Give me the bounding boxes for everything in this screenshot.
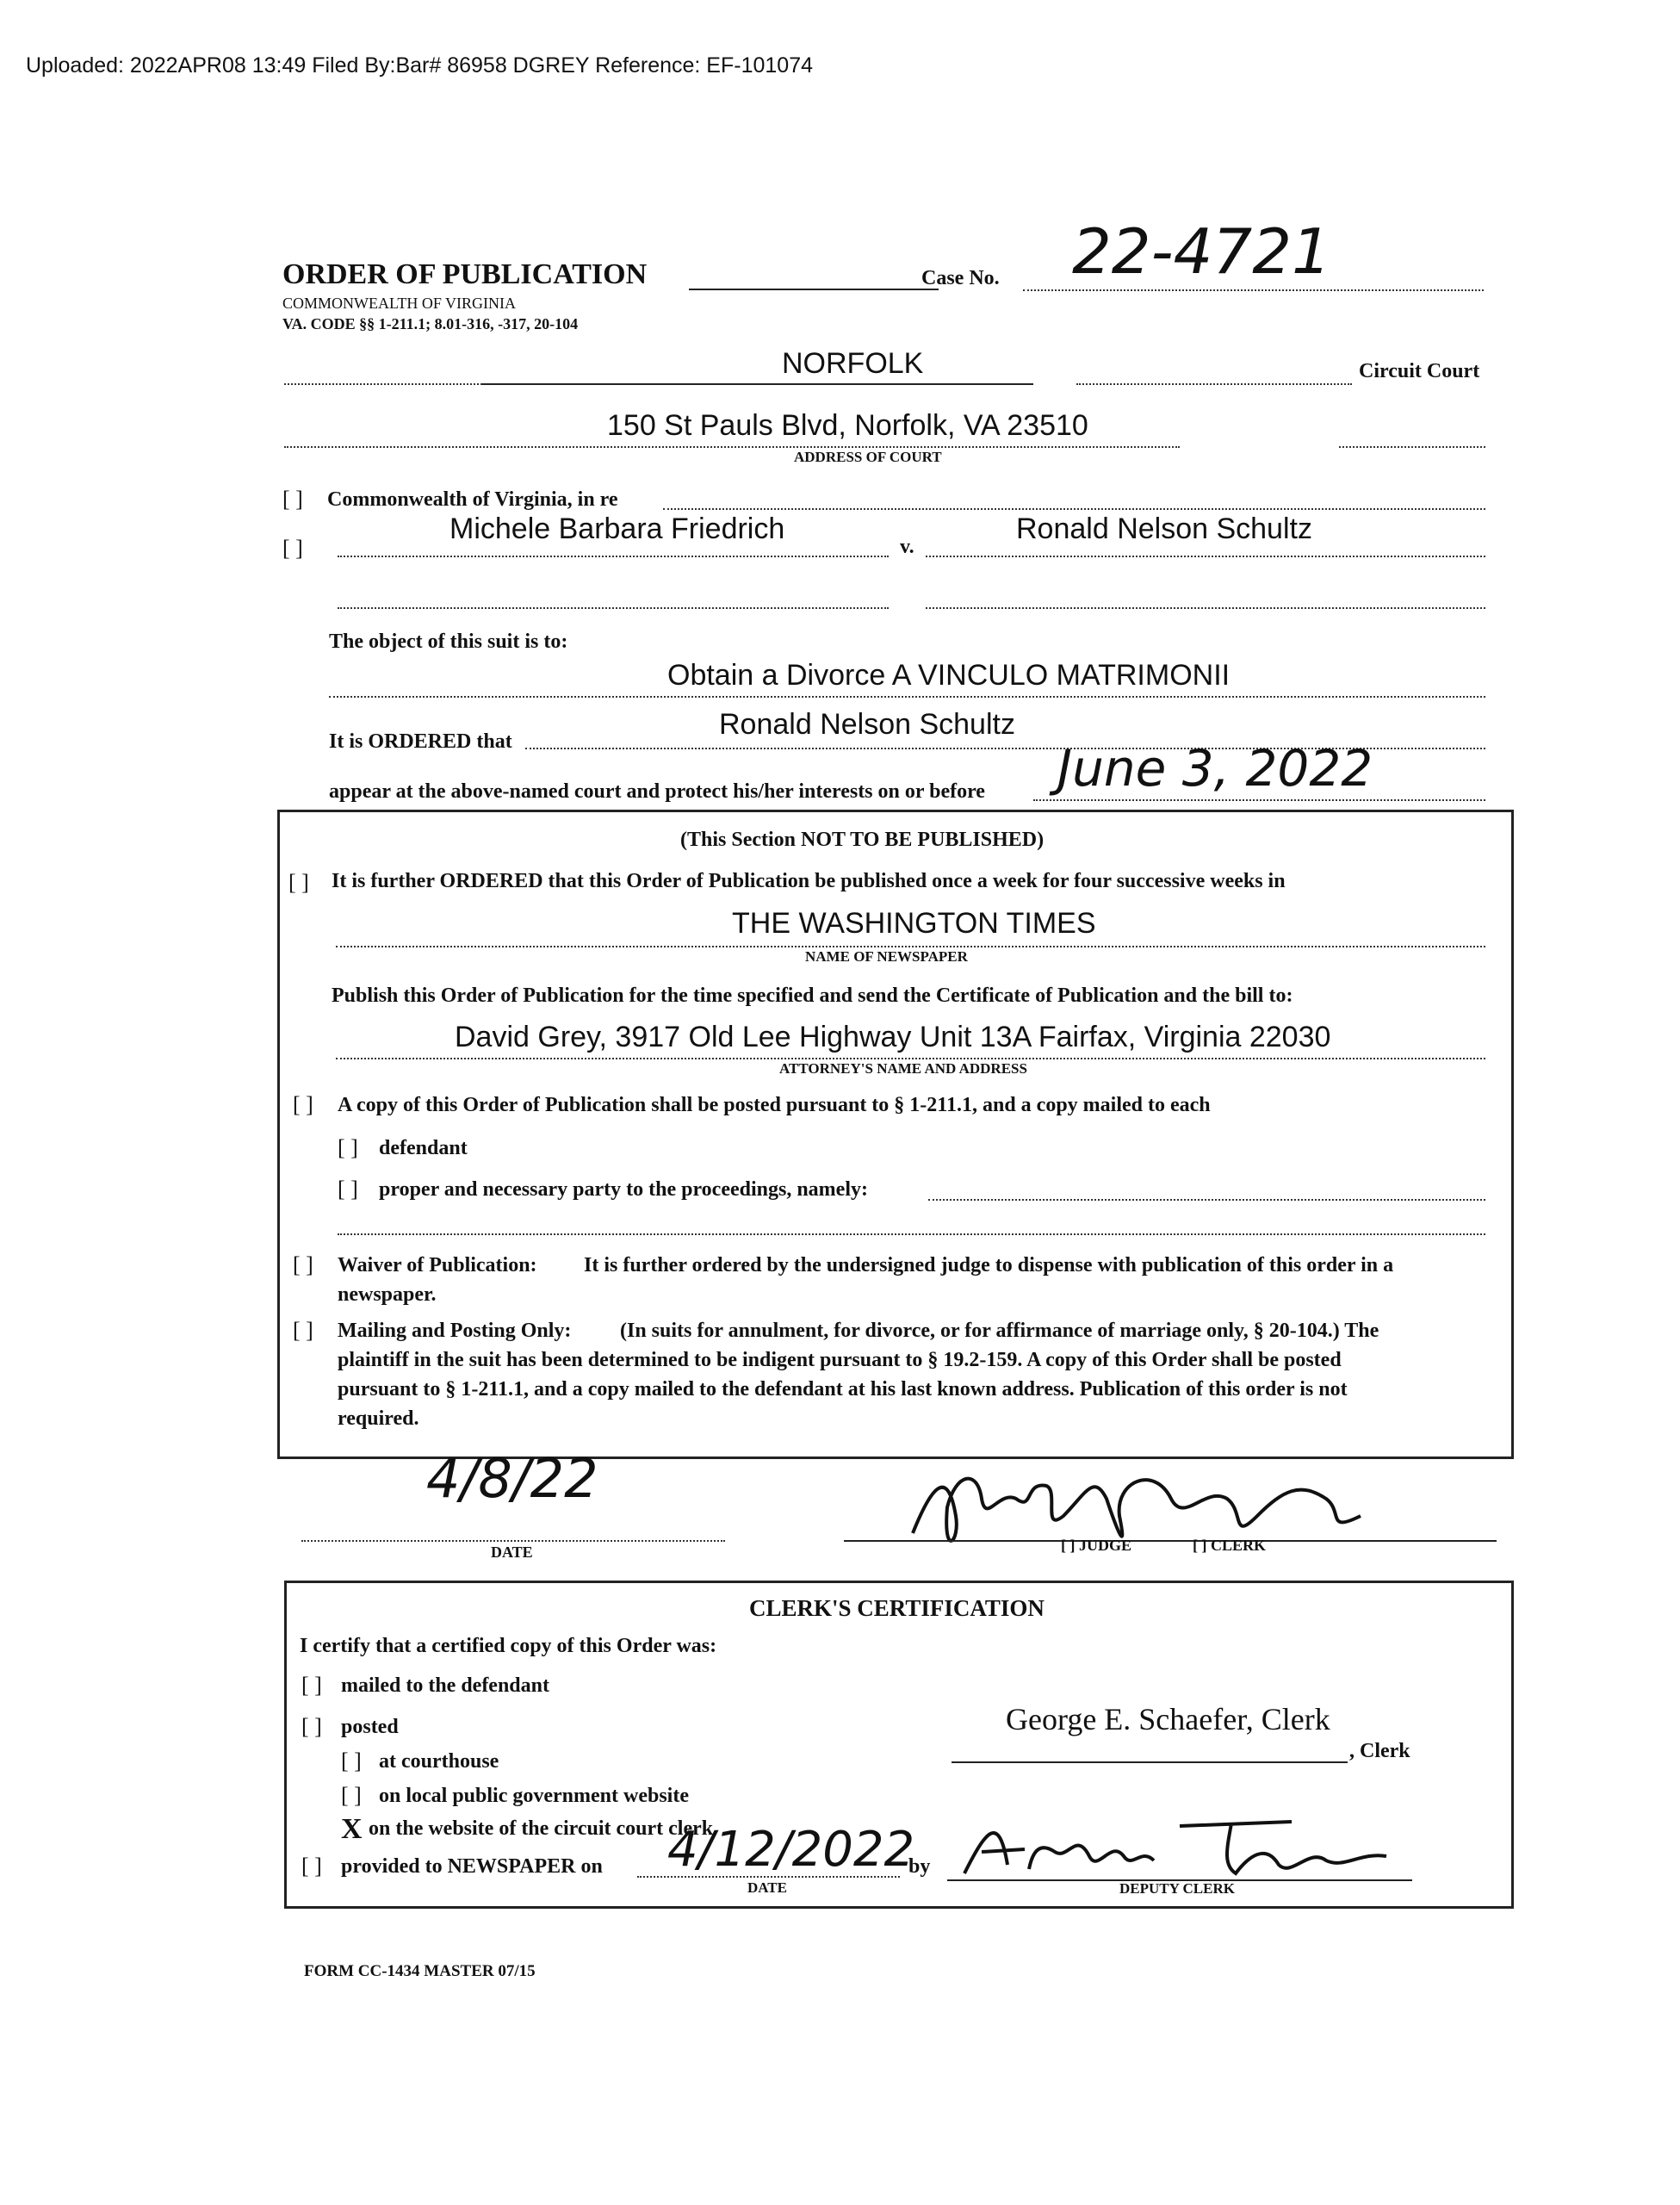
parties-checkbox[interactable]: [ ] <box>282 536 303 561</box>
ordered-party: Ronald Nelson Schultz <box>719 708 1015 741</box>
appear-date-handwritten: June 3, 2022 <box>1057 739 1373 798</box>
deputy-clerk-signature <box>947 1804 1395 1886</box>
local-website-checkbox[interactable]: [ ] <box>341 1783 362 1808</box>
form-title: ORDER OF PUBLICATION <box>282 258 648 290</box>
appear-line <box>1033 799 1485 801</box>
provided-date-handwritten: 4/12/2022 <box>667 1822 915 1878</box>
case-no-line <box>1023 289 1484 291</box>
upload-header: Uploaded: 2022APR08 13:49 Filed By:Bar# 86958 DGREY Reference: EF-101074 <box>26 53 814 78</box>
local-website-option: on local public government website <box>379 1785 689 1807</box>
court-address: 150 St Pauls Blvd, Norfolk, VA 23510 <box>607 409 1088 442</box>
mailed-checkbox[interactable]: [ ] <box>301 1673 322 1698</box>
clerk-option: [ ] CLERK <box>1193 1537 1266 1554</box>
further-ordered-checkbox[interactable]: [ ] <box>288 870 309 895</box>
plaintiff-name: Michele Barbara Friedrich <box>449 512 785 545</box>
court-address-line-right <box>1339 446 1485 448</box>
proper-party-line-2 <box>338 1233 1485 1235</box>
object-value: Obtain a Divorce A VINCULO MATRIMONII <box>667 659 1231 692</box>
object-line <box>329 696 1485 698</box>
deputy-caption: DEPUTY CLERK <box>1119 1880 1235 1897</box>
proper-party-checkbox[interactable]: [ ] <box>338 1177 358 1202</box>
judge-option: [ ] JUDGE <box>1061 1537 1131 1554</box>
waiver-text-2: newspaper. <box>338 1283 437 1306</box>
address-caption: ADDRESS OF COURT <box>794 449 942 465</box>
mailing-text-3: pursuant to § 1-211.1, and a copy mailed to the defendant at his last known address. Publication of this order is not <box>338 1378 1348 1401</box>
certification-heading: CLERK'S CERTIFICATION <box>749 1595 1045 1621</box>
clerk-name-stamp: George E. Schaefer, Clerk <box>1006 1702 1330 1736</box>
judge-signature-line <box>844 1540 1497 1542</box>
proper-party-line <box>928 1199 1485 1201</box>
mailing-text-2: plaintiff in the suit has been determined to be indigent pursuant to § 19.2-159. A copy of this Order shall be posted <box>338 1349 1342 1371</box>
judge-signature <box>896 1438 1378 1568</box>
court-line-right <box>1076 383 1352 385</box>
ordered-label: It is ORDERED that <box>329 730 512 753</box>
form-id: FORM CC-1434 MASTER 07/15 <box>304 1962 536 1980</box>
mailed-option: mailed to the defendant <box>341 1674 549 1697</box>
order-date-line <box>301 1540 725 1542</box>
order-date-handwritten: 4/8/22 <box>426 1447 598 1510</box>
form-subtitle-code: VA. CODE §§ 1-211.1; 8.01-316, -317, 20-104 <box>282 315 579 332</box>
waiver-checkbox[interactable]: [ ] <box>293 1252 313 1277</box>
mailing-text-4: required. <box>338 1407 419 1430</box>
mailing-checkbox[interactable]: [ ] <box>293 1318 313 1343</box>
object-label: The object of this suit is to: <box>329 630 568 653</box>
by-label: by <box>908 1855 931 1878</box>
court-line-left <box>284 383 482 385</box>
circuit-court-label: Circuit Court <box>1359 360 1480 382</box>
plaintiff-line <box>338 556 889 557</box>
newspaper-cert-checkbox[interactable]: [ ] <box>301 1854 322 1879</box>
defendant-option: defendant <box>379 1137 468 1159</box>
at-courthouse-checkbox[interactable]: [ ] <box>341 1748 362 1773</box>
publish-label: Publish this Order of Publication for the time specified and send the Certificate of Publication and the bill to: <box>332 984 1293 1007</box>
clerk-name-line <box>952 1761 1348 1763</box>
posted-checkbox[interactable]: [ ] <box>293 1092 313 1117</box>
defendant-name: Ronald Nelson Schultz <box>1016 512 1312 545</box>
newspaper-caption: NAME OF NEWSPAPER <box>805 948 968 965</box>
proper-party-option: proper and necessary party to the proceedings, namely: <box>379 1178 868 1201</box>
court-address-line <box>284 446 1180 448</box>
mailing-text-1: (In suits for annulment, for divorce, or for affirmance of marriage only, § 20-104.) The <box>620 1320 1379 1342</box>
versus-label: v. <box>900 536 914 558</box>
newspaper-line <box>336 946 1485 947</box>
order-date-caption: DATE <box>491 1544 533 1561</box>
posted-text: A copy of this Order of Publication shall be posted pursuant to § 1-211.1, and a copy mailed to each <box>338 1094 1211 1116</box>
waiver-title: Waiver of Publication: <box>338 1254 537 1276</box>
defendant-checkbox[interactable]: [ ] <box>338 1135 358 1160</box>
further-ordered-text: It is further ORDERED that this Order of Publication be published once a week for four successive weeks in <box>332 870 1286 892</box>
at-courthouse-option: at courthouse <box>379 1750 499 1773</box>
court-website-checkmark[interactable]: X <box>341 1813 363 1845</box>
clerk-suffix: , Clerk <box>1349 1740 1410 1762</box>
appear-label: appear at the above-named court and protect his/her interests on or before <box>329 780 985 803</box>
court-name: NORFOLK <box>782 347 924 380</box>
case-no-stroke <box>689 289 939 290</box>
posted-cert-option: posted <box>341 1716 399 1738</box>
provided-newspaper-option: provided to NEWSPAPER on <box>341 1855 603 1878</box>
in-re-line <box>663 508 1485 510</box>
form-subtitle-commonwealth: COMMONWEALTH OF VIRGINIA <box>282 295 517 312</box>
attorney-caption: ATTORNEY'S NAME AND ADDRESS <box>779 1060 1027 1077</box>
in-re-checkbox[interactable]: [ ] <box>282 487 303 512</box>
posted-cert-checkbox[interactable]: [ ] <box>301 1714 322 1739</box>
provided-date-caption: DATE <box>747 1879 787 1896</box>
certification-intro: I certify that a certified copy of this Order was: <box>300 1635 717 1657</box>
blank-line-right <box>926 607 1485 609</box>
case-no-label: Case No. <box>921 267 1000 289</box>
court-line-mid <box>482 383 1033 385</box>
attorney-name-address: David Grey, 3917 Old Lee Highway Unit 13A Fairfax, Virginia 22030 <box>455 1021 1331 1053</box>
defendant-line <box>926 556 1485 557</box>
case-no-handwritten: 22-4721 <box>1072 215 1331 288</box>
blank-line-left <box>338 607 889 609</box>
court-website-option: on the website of the circuit court clerk <box>369 1817 714 1840</box>
unpublished-heading: (This Section NOT TO BE PUBLISHED) <box>680 829 1045 851</box>
mailing-title: Mailing and Posting Only: <box>338 1320 572 1342</box>
waiver-text-1: It is further ordered by the undersigned judge to dispense with publication of this order in a <box>584 1254 1394 1276</box>
newspaper-name: THE WASHINGTON TIMES <box>732 907 1096 940</box>
in-re-label: Commonwealth of Virginia, in re <box>327 488 618 511</box>
attorney-line <box>336 1058 1485 1059</box>
